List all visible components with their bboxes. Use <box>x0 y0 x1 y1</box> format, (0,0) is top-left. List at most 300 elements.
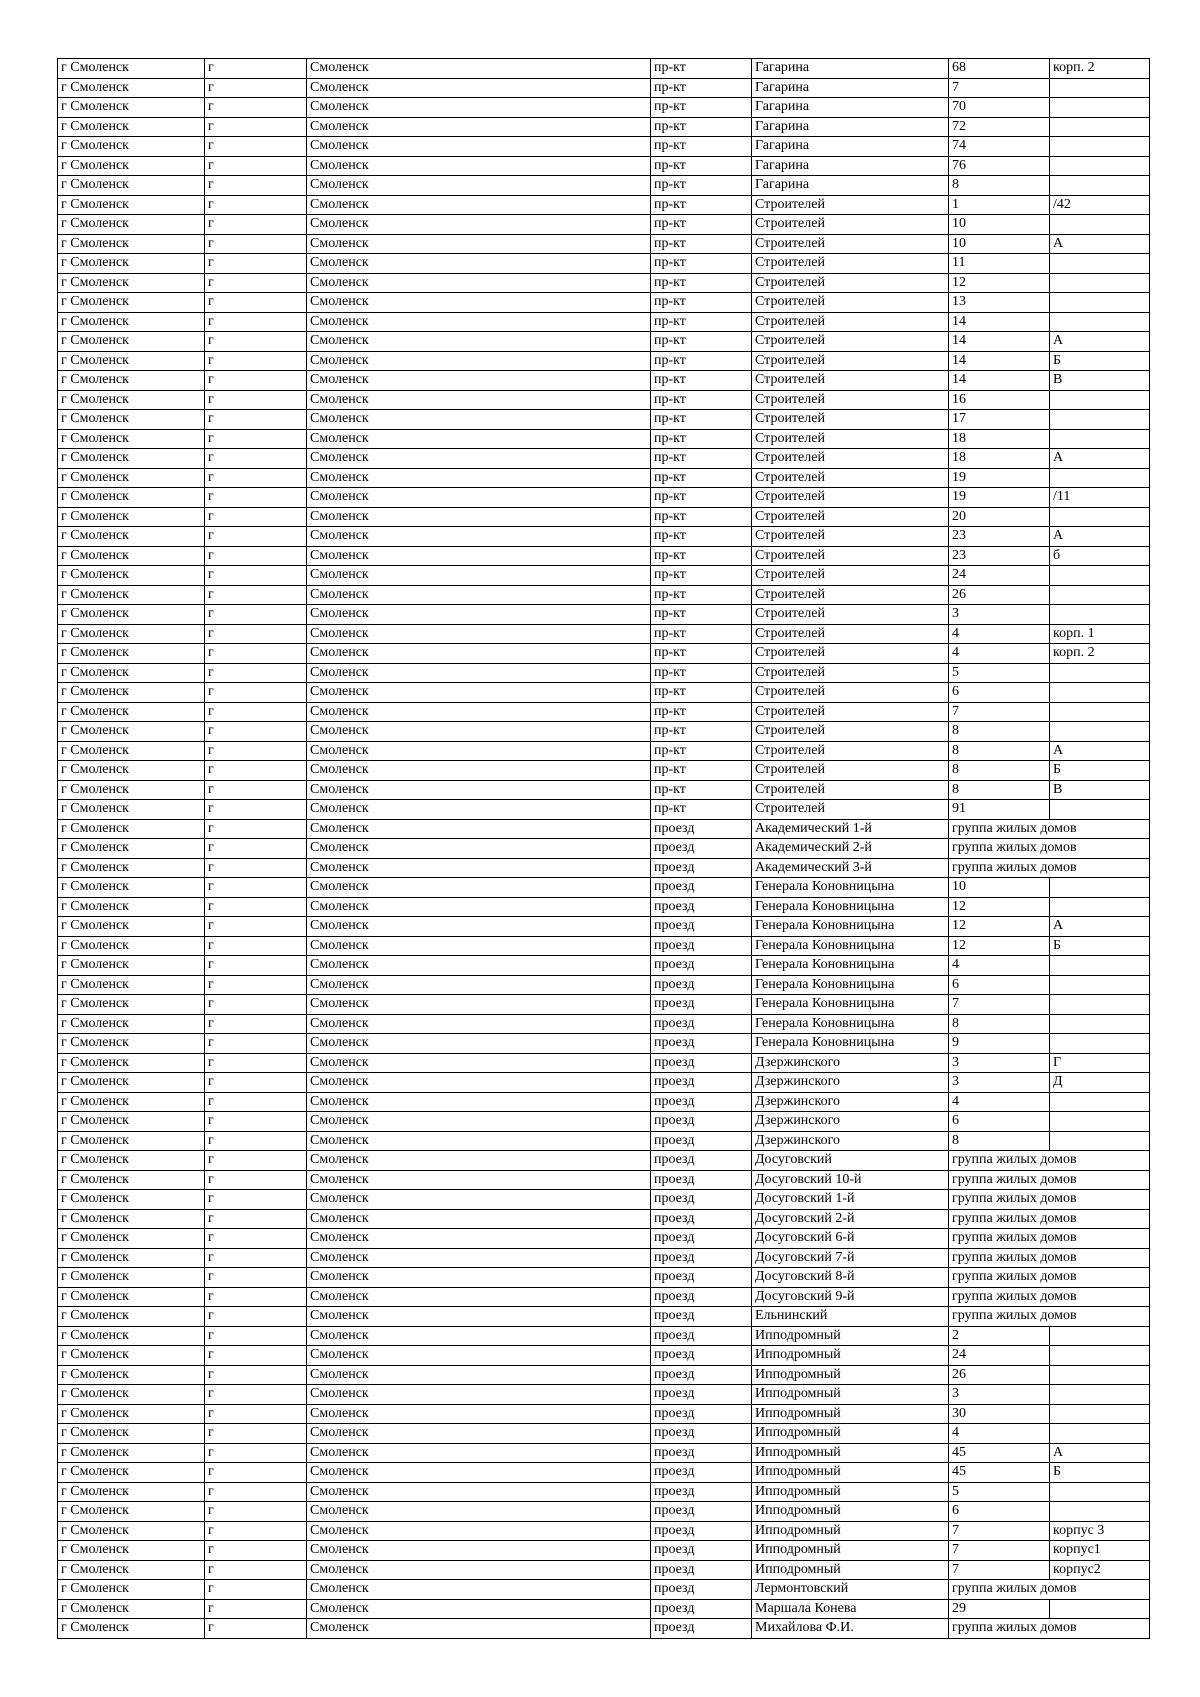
street-name-cell: Строителей <box>752 800 949 820</box>
locality-type-cell: г <box>205 878 307 898</box>
city-cell: Смоленск <box>307 1521 651 1541</box>
locality-type-cell: г <box>205 449 307 469</box>
street-type-cell: пр-кт <box>651 312 752 332</box>
street-type-cell: пр-кт <box>651 663 752 683</box>
city-cell: Смоленск <box>307 1034 651 1054</box>
table-row <box>58 1209 1150 1229</box>
locality-type-cell: г <box>205 1190 307 1210</box>
region-cell: г Смоленск <box>58 527 205 547</box>
city-cell: Смоленск <box>307 98 651 118</box>
building-cell: А <box>1050 449 1150 469</box>
table-row <box>58 761 1150 781</box>
table-row <box>58 1170 1150 1190</box>
street-type-cell: пр-кт <box>651 351 752 371</box>
city-cell: Смоленск <box>307 780 651 800</box>
table-row <box>58 156 1150 176</box>
city-cell: Смоленск <box>307 1326 651 1346</box>
street-type-cell: проезд <box>651 1092 752 1112</box>
house-number-cell: 6 <box>949 1112 1050 1132</box>
table-row <box>58 429 1150 449</box>
region-cell: г Смоленск <box>58 410 205 430</box>
region-cell: г Смоленск <box>58 1209 205 1229</box>
region-cell: г Смоленск <box>58 254 205 274</box>
region-cell: г Смоленск <box>58 1268 205 1288</box>
locality-type-cell: г <box>205 137 307 157</box>
city-cell: Смоленск <box>307 117 651 137</box>
house-number-cell: 30 <box>949 1404 1050 1424</box>
house-number-cell: 70 <box>949 98 1050 118</box>
street-type-cell: проезд <box>651 995 752 1015</box>
region-cell: г Смоленск <box>58 78 205 98</box>
locality-type-cell: г <box>205 683 307 703</box>
table-row <box>58 1190 1150 1210</box>
house-number-cell: 5 <box>949 663 1050 683</box>
city-cell: Смоленск <box>307 468 651 488</box>
city-cell: Смоленск <box>307 800 651 820</box>
house-number-cell: 3 <box>949 605 1050 625</box>
street-type-cell: проезд <box>651 1170 752 1190</box>
street-name-cell: Гагарина <box>752 98 949 118</box>
street-name-cell: Строителей <box>752 215 949 235</box>
building-cell: Б <box>1050 936 1150 956</box>
locality-type-cell: г <box>205 410 307 430</box>
building-cell <box>1050 878 1150 898</box>
city-cell: Смоленск <box>307 975 651 995</box>
table-row <box>58 585 1150 605</box>
table-row <box>58 468 1150 488</box>
street-type-cell: пр-кт <box>651 683 752 703</box>
house-number-cell: 23 <box>949 527 1050 547</box>
house-number-cell: 14 <box>949 312 1050 332</box>
building-cell: А <box>1050 741 1150 761</box>
house-number-cell: 10 <box>949 234 1050 254</box>
table-row <box>58 1053 1150 1073</box>
building-cell <box>1050 293 1150 313</box>
street-name-cell: Ипподромный <box>752 1521 949 1541</box>
house-number-cell: 2 <box>949 1326 1050 1346</box>
street-name-cell: Досуговский 7-й <box>752 1248 949 1268</box>
house-number-cell: 72 <box>949 117 1050 137</box>
street-name-cell: Строителей <box>752 254 949 274</box>
table-row <box>58 351 1150 371</box>
city-cell: Смоленск <box>307 1404 651 1424</box>
street-name-cell: Дзержинского <box>752 1112 949 1132</box>
house-number-cell: 14 <box>949 371 1050 391</box>
street-name-cell: Дзержинского <box>752 1092 949 1112</box>
house-number-cell: 7 <box>949 1521 1050 1541</box>
street-type-cell: проезд <box>651 839 752 859</box>
table-row <box>58 1365 1150 1385</box>
table-row <box>58 1326 1150 1346</box>
region-cell: г Смоленск <box>58 390 205 410</box>
house-number-cell: 45 <box>949 1443 1050 1463</box>
locality-type-cell: г <box>205 995 307 1015</box>
city-cell: Смоленск <box>307 1443 651 1463</box>
city-cell: Смоленск <box>307 1385 651 1405</box>
region-cell: г Смоленск <box>58 1521 205 1541</box>
house-number-cell: 6 <box>949 975 1050 995</box>
building-cell <box>1050 683 1150 703</box>
building-cell <box>1050 1599 1150 1619</box>
street-name-cell: Генерала Коновницына <box>752 1034 949 1054</box>
street-type-cell: проезд <box>651 819 752 839</box>
street-name-cell: Строителей <box>752 546 949 566</box>
table-row <box>58 410 1150 430</box>
city-cell: Смоленск <box>307 1170 651 1190</box>
city-cell: Смоленск <box>307 156 651 176</box>
table-row <box>58 858 1150 878</box>
table-row <box>58 624 1150 644</box>
region-cell: г Смоленск <box>58 1326 205 1346</box>
street-name-cell: Строителей <box>752 663 949 683</box>
street-type-cell: пр-кт <box>651 390 752 410</box>
house-number-cell: 3 <box>949 1385 1050 1405</box>
street-type-cell: проезд <box>651 1619 752 1639</box>
street-type-cell: проезд <box>651 936 752 956</box>
house-number-cell: 8 <box>949 741 1050 761</box>
table-row <box>58 98 1150 118</box>
street-type-cell: проезд <box>651 1209 752 1229</box>
locality-type-cell: г <box>205 566 307 586</box>
locality-type-cell: г <box>205 59 307 79</box>
building-cell <box>1050 1112 1150 1132</box>
region-cell: г Смоленск <box>58 1502 205 1522</box>
locality-type-cell: г <box>205 761 307 781</box>
street-type-cell: проезд <box>651 1014 752 1034</box>
locality-type-cell: г <box>205 78 307 98</box>
locality-type-cell: г <box>205 215 307 235</box>
table-row <box>58 1248 1150 1268</box>
table-row <box>58 956 1150 976</box>
house-number-cell: 8 <box>949 780 1050 800</box>
locality-type-cell: г <box>205 273 307 293</box>
city-cell: Смоленск <box>307 1580 651 1600</box>
locality-type-cell: г <box>205 1599 307 1619</box>
house-number-cell: 9 <box>949 1034 1050 1054</box>
locality-type-cell: г <box>205 1229 307 1249</box>
table-row <box>58 1014 1150 1034</box>
house-number-cell: 76 <box>949 156 1050 176</box>
locality-type-cell: г <box>205 897 307 917</box>
street-name-cell: Гагарина <box>752 156 949 176</box>
street-name-cell: Строителей <box>752 293 949 313</box>
street-name-cell: Ипподромный <box>752 1463 949 1483</box>
house-number-cell: 19 <box>949 468 1050 488</box>
building-cell: А <box>1050 527 1150 547</box>
region-cell: г Смоленск <box>58 780 205 800</box>
street-name-cell: Строителей <box>752 312 949 332</box>
city-cell: Смоленск <box>307 1190 651 1210</box>
street-name-cell: Строителей <box>752 644 949 664</box>
region-cell: г Смоленск <box>58 663 205 683</box>
table-row <box>58 1385 1150 1405</box>
building-cell <box>1050 975 1150 995</box>
table-row <box>58 936 1150 956</box>
table-row <box>58 1073 1150 1093</box>
house-group-cell: группа жилых домов <box>949 1287 1150 1307</box>
house-number-cell: 68 <box>949 59 1050 79</box>
house-group-cell: группа жилых домов <box>949 858 1150 878</box>
house-number-cell: 4 <box>949 644 1050 664</box>
street-type-cell: пр-кт <box>651 741 752 761</box>
house-number-cell: 6 <box>949 1502 1050 1522</box>
region-cell: г Смоленск <box>58 975 205 995</box>
street-name-cell: Гагарина <box>752 59 949 79</box>
locality-type-cell: г <box>205 624 307 644</box>
street-name-cell: Строителей <box>752 429 949 449</box>
street-type-cell: проезд <box>651 1541 752 1561</box>
street-name-cell: Гагарина <box>752 78 949 98</box>
street-type-cell: проезд <box>651 1424 752 1444</box>
region-cell: г Смоленск <box>58 234 205 254</box>
street-type-cell: проезд <box>651 1521 752 1541</box>
table-row <box>58 1404 1150 1424</box>
street-type-cell: проезд <box>651 1248 752 1268</box>
table-row <box>58 683 1150 703</box>
region-cell: г Смоленск <box>58 1619 205 1639</box>
street-name-cell: Ипподромный <box>752 1424 949 1444</box>
street-name-cell: Генерала Коновницына <box>752 897 949 917</box>
building-cell: корпус1 <box>1050 1541 1150 1561</box>
street-name-cell: Строителей <box>752 195 949 215</box>
house-number-cell: 18 <box>949 449 1050 469</box>
street-type-cell: пр-кт <box>651 332 752 352</box>
street-type-cell: пр-кт <box>651 410 752 430</box>
street-type-cell: пр-кт <box>651 59 752 79</box>
house-number-cell: 7 <box>949 702 1050 722</box>
region-cell: г Смоленск <box>58 351 205 371</box>
table-row <box>58 273 1150 293</box>
building-cell: А <box>1050 234 1150 254</box>
city-cell: Смоленск <box>307 585 651 605</box>
table-row <box>58 176 1150 196</box>
locality-type-cell: г <box>205 1482 307 1502</box>
street-name-cell: Дзержинского <box>752 1131 949 1151</box>
city-cell: Смоленск <box>307 702 651 722</box>
city-cell: Смоленск <box>307 722 651 742</box>
house-number-cell: 4 <box>949 1424 1050 1444</box>
region-cell: г Смоленск <box>58 507 205 527</box>
city-cell: Смоленск <box>307 527 651 547</box>
locality-type-cell: г <box>205 488 307 508</box>
region-cell: г Смоленск <box>58 605 205 625</box>
street-type-cell: пр-кт <box>651 780 752 800</box>
building-cell <box>1050 605 1150 625</box>
street-name-cell: Строителей <box>752 234 949 254</box>
street-name-cell: Строителей <box>752 780 949 800</box>
street-name-cell: Лермонтовский <box>752 1580 949 1600</box>
street-name-cell: Маршала Конева <box>752 1599 949 1619</box>
street-type-cell: пр-кт <box>651 566 752 586</box>
building-cell <box>1050 800 1150 820</box>
locality-type-cell: г <box>205 351 307 371</box>
locality-type-cell: г <box>205 371 307 391</box>
table-row <box>58 1307 1150 1327</box>
city-cell: Смоленск <box>307 1014 651 1034</box>
locality-type-cell: г <box>205 702 307 722</box>
street-name-cell: Генерала Коновницына <box>752 878 949 898</box>
house-number-cell: 3 <box>949 1073 1050 1093</box>
region-cell: г Смоленск <box>58 644 205 664</box>
city-cell: Смоленск <box>307 390 651 410</box>
building-cell <box>1050 137 1150 157</box>
house-group-cell: группа жилых домов <box>949 1580 1150 1600</box>
street-type-cell: пр-кт <box>651 293 752 313</box>
table-row <box>58 1287 1150 1307</box>
street-type-cell: пр-кт <box>651 624 752 644</box>
street-name-cell: Строителей <box>752 741 949 761</box>
table-row <box>58 234 1150 254</box>
city-cell: Смоленск <box>307 1209 651 1229</box>
locality-type-cell: г <box>205 1346 307 1366</box>
region-cell: г Смоленск <box>58 1560 205 1580</box>
locality-type-cell: г <box>205 1131 307 1151</box>
street-name-cell: Генерала Коновницына <box>752 995 949 1015</box>
table-row <box>58 78 1150 98</box>
street-name-cell: Ипподромный <box>752 1482 949 1502</box>
city-cell: Смоленск <box>307 605 651 625</box>
building-cell: корп. 1 <box>1050 624 1150 644</box>
house-number-cell: 4 <box>949 1092 1050 1112</box>
street-name-cell: Строителей <box>752 273 949 293</box>
city-cell: Смоленск <box>307 449 651 469</box>
building-cell: корп. 2 <box>1050 59 1150 79</box>
table-row <box>58 1482 1150 1502</box>
locality-type-cell: г <box>205 117 307 137</box>
street-name-cell: Строителей <box>752 722 949 742</box>
locality-type-cell: г <box>205 293 307 313</box>
building-cell <box>1050 1482 1150 1502</box>
house-number-cell: 26 <box>949 585 1050 605</box>
building-cell <box>1050 663 1150 683</box>
street-type-cell: пр-кт <box>651 273 752 293</box>
house-number-cell: 14 <box>949 332 1050 352</box>
region-cell: г Смоленск <box>58 176 205 196</box>
table-row <box>58 137 1150 157</box>
region-cell: г Смоленск <box>58 936 205 956</box>
region-cell: г Смоленск <box>58 1346 205 1366</box>
street-name-cell: Строителей <box>752 702 949 722</box>
street-name-cell: Строителей <box>752 410 949 430</box>
street-type-cell: пр-кт <box>651 761 752 781</box>
city-cell: Смоленск <box>307 566 651 586</box>
house-number-cell: 13 <box>949 293 1050 313</box>
table-row <box>58 741 1150 761</box>
table-row <box>58 488 1150 508</box>
locality-type-cell: г <box>205 254 307 274</box>
house-number-cell: 24 <box>949 1346 1050 1366</box>
locality-type-cell: г <box>205 1385 307 1405</box>
street-type-cell: проезд <box>651 1287 752 1307</box>
region-cell: г Смоленск <box>58 1053 205 1073</box>
city-cell: Смоленск <box>307 1131 651 1151</box>
building-cell <box>1050 1346 1150 1366</box>
city-cell: Смоленск <box>307 215 651 235</box>
city-cell: Смоленск <box>307 663 651 683</box>
table-row <box>58 1599 1150 1619</box>
table-row <box>58 215 1150 235</box>
locality-type-cell: г <box>205 1619 307 1639</box>
table-row <box>58 1229 1150 1249</box>
building-cell: корпус2 <box>1050 1560 1150 1580</box>
city-cell: Смоленск <box>307 195 651 215</box>
locality-type-cell: г <box>205 819 307 839</box>
building-cell <box>1050 1385 1150 1405</box>
street-name-cell: Досуговский <box>752 1151 949 1171</box>
building-cell: Д <box>1050 1073 1150 1093</box>
city-cell: Смоленск <box>307 1053 651 1073</box>
house-group-cell: группа жилых домов <box>949 1268 1150 1288</box>
locality-type-cell: г <box>205 644 307 664</box>
table-row <box>58 566 1150 586</box>
house-group-cell: группа жилых домов <box>949 1229 1150 1249</box>
street-type-cell: пр-кт <box>651 215 752 235</box>
building-cell <box>1050 1014 1150 1034</box>
locality-type-cell: г <box>205 312 307 332</box>
region-cell: г Смоленск <box>58 1131 205 1151</box>
building-cell <box>1050 312 1150 332</box>
house-group-cell: группа жилых домов <box>949 1248 1150 1268</box>
house-number-cell: 20 <box>949 507 1050 527</box>
street-type-cell: проезд <box>651 1053 752 1073</box>
house-group-cell: группа жилых домов <box>949 1170 1150 1190</box>
house-number-cell: 1 <box>949 195 1050 215</box>
locality-type-cell: г <box>205 1463 307 1483</box>
city-cell: Смоленск <box>307 1229 651 1249</box>
city-cell: Смоленск <box>307 1307 651 1327</box>
street-type-cell: пр-кт <box>651 98 752 118</box>
street-type-cell: пр-кт <box>651 546 752 566</box>
house-group-cell: группа жилых домов <box>949 819 1150 839</box>
table-row <box>58 449 1150 469</box>
street-type-cell: пр-кт <box>651 234 752 254</box>
table-row <box>58 195 1150 215</box>
street-name-cell: Ипподромный <box>752 1541 949 1561</box>
street-name-cell: Гагарина <box>752 117 949 137</box>
house-number-cell: 91 <box>949 800 1050 820</box>
city-cell: Смоленск <box>307 897 651 917</box>
building-cell: /42 <box>1050 195 1150 215</box>
table-row <box>58 663 1150 683</box>
street-name-cell: Строителей <box>752 527 949 547</box>
street-name-cell: Генерала Коновницына <box>752 975 949 995</box>
street-name-cell: Строителей <box>752 332 949 352</box>
locality-type-cell: г <box>205 1287 307 1307</box>
locality-type-cell: г <box>205 1424 307 1444</box>
region-cell: г Смоленск <box>58 429 205 449</box>
region-cell: г Смоленск <box>58 1580 205 1600</box>
house-number-cell: 4 <box>949 624 1050 644</box>
street-name-cell: Строителей <box>752 683 949 703</box>
table-row <box>58 1580 1150 1600</box>
city-cell: Смоленск <box>307 1541 651 1561</box>
region-cell: г Смоленск <box>58 741 205 761</box>
table-row <box>58 1034 1150 1054</box>
table-row <box>58 605 1150 625</box>
locality-type-cell: г <box>205 527 307 547</box>
building-cell: А <box>1050 1443 1150 1463</box>
house-number-cell: 8 <box>949 176 1050 196</box>
city-cell: Смоленск <box>307 273 651 293</box>
city-cell: Смоленск <box>307 956 651 976</box>
street-name-cell: Досуговский 10-й <box>752 1170 949 1190</box>
building-cell: корпус 3 <box>1050 1521 1150 1541</box>
street-type-cell: проезд <box>651 1268 752 1288</box>
locality-type-cell: г <box>205 1112 307 1132</box>
street-type-cell: пр-кт <box>651 468 752 488</box>
table-row <box>58 527 1150 547</box>
house-number-cell: 14 <box>949 351 1050 371</box>
